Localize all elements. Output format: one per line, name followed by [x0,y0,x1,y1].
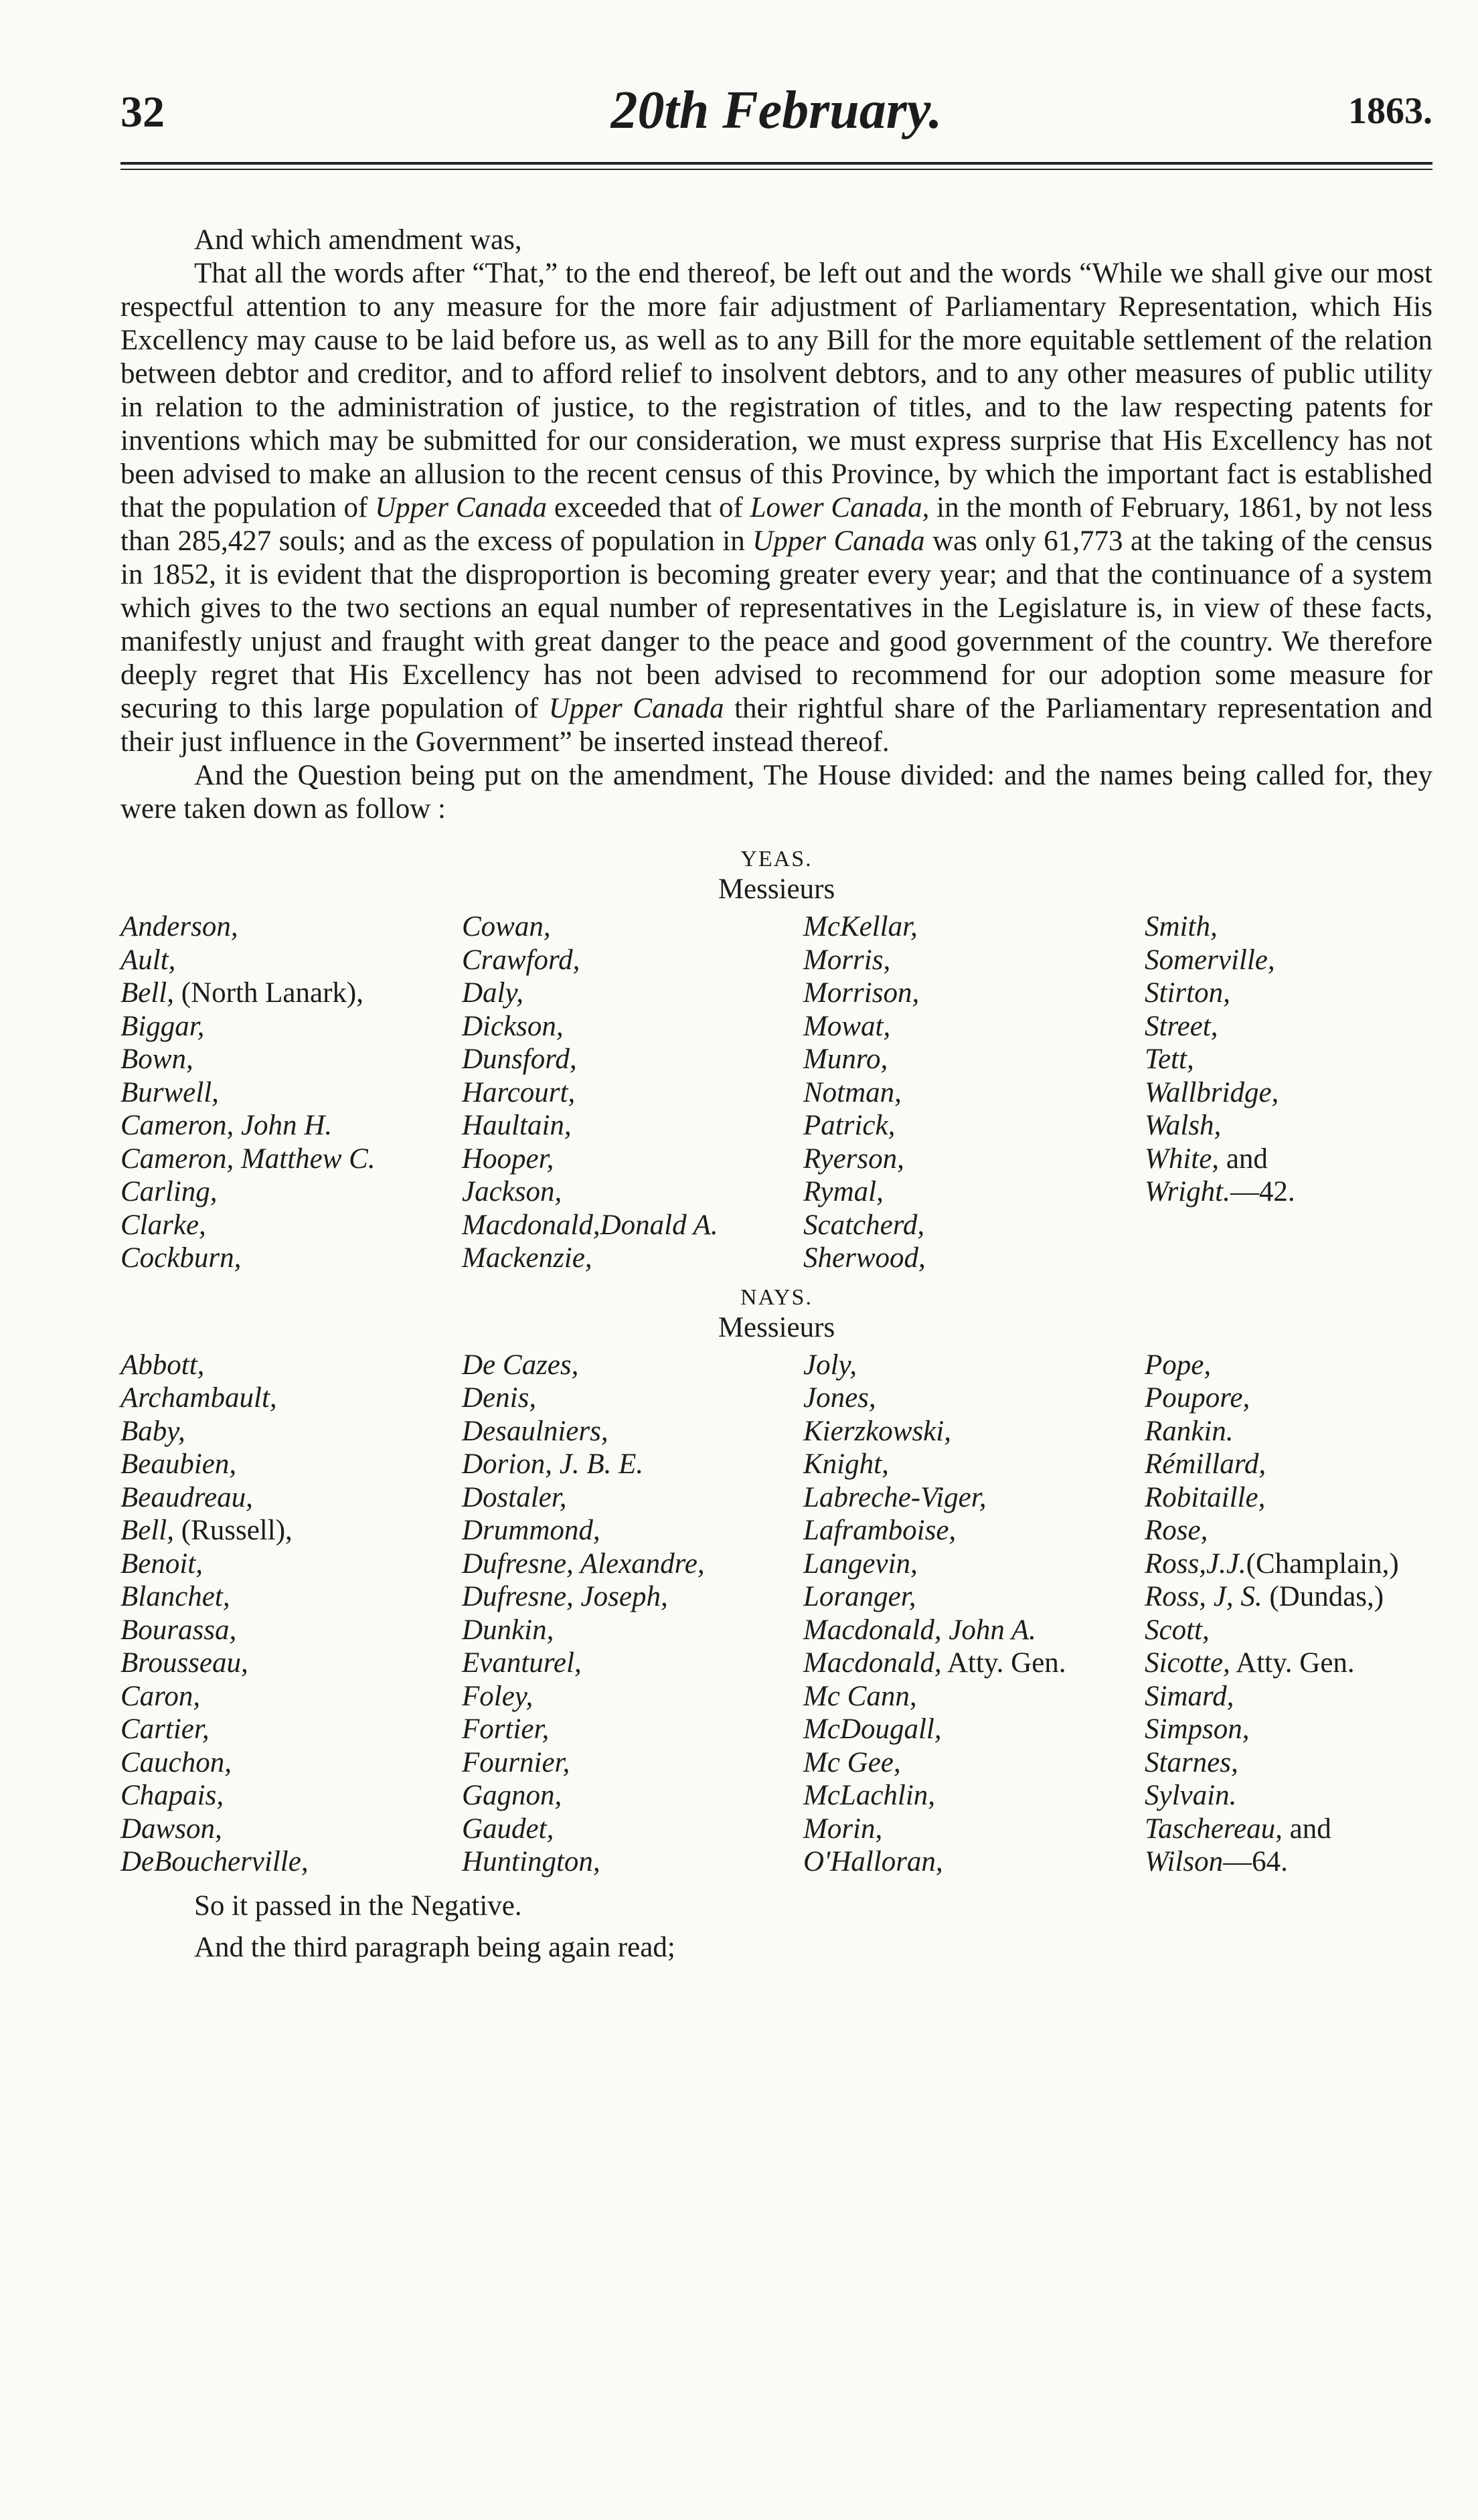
nays-name-cell [803,1580,1145,1614]
member-name: Cameron, Matthew C. [120,1143,376,1175]
nays-name-cell [803,1547,1145,1581]
yeas-name-cell [462,1076,803,1110]
nays-name-cell [120,1381,462,1415]
member-name: Sicotte, [1145,1647,1230,1679]
yeas-list [120,910,1432,1275]
member-name: Rankin. [1145,1415,1234,1447]
nays-name-cell [120,1614,462,1647]
member-name: O'Halloran, [803,1846,943,1877]
member-name: Drummond, [462,1515,600,1546]
amendment-text-segment: Lower Canada, [750,492,930,523]
member-name: Starnes, [1145,1746,1238,1778]
member-name: Gagnon, [462,1780,562,1811]
member-name: Ault, [120,944,176,976]
nays-name-cell [803,1647,1145,1680]
member-name: Wallbridge, [1145,1076,1279,1108]
nays-name-cell [462,1547,803,1581]
intro-line: And which amendment was, [194,224,522,256]
yeas-name-cell [120,1109,462,1143]
yeas-name-cell [120,910,462,944]
nays-name-cell [120,1746,462,1780]
nays-name-cell [462,1415,803,1448]
member-name: Foley, [462,1680,533,1712]
yeas-name-cell [120,1043,462,1076]
member-name: Rymal, [803,1176,884,1207]
yeas-name-cell [1145,910,1432,944]
nays-name-cell [462,1381,803,1415]
member-name: De Cazes, [462,1349,579,1381]
member-name: Ryerson, [803,1143,904,1175]
yeas-name-cell [803,1076,1145,1110]
yeas-name-cell [1145,1242,1432,1275]
page-title: 20th February. [610,81,942,140]
member-name: Simard, [1145,1680,1234,1712]
member-name: Mc Cann, [803,1680,917,1712]
member-name: Evanturel, [462,1647,582,1679]
nays-name-cell [462,1713,803,1746]
yeas-name-cell [1145,977,1432,1010]
yeas-name-cell [1145,1143,1432,1176]
member-name: Sherwood, [803,1242,926,1274]
page [120,80,1432,1968]
member-name: Baby, [120,1415,185,1447]
member-name: Harcourt, [462,1076,576,1108]
member-name: Scott, [1145,1614,1210,1646]
yeas-name-cell [1145,1010,1432,1043]
member-name: Bell, [120,977,174,1009]
member-name: Beaubien, [120,1448,237,1480]
member-name: Dickson, [462,1010,564,1042]
member-name: Morrison, [803,977,920,1009]
nays-name-cell [803,1746,1145,1780]
nays-name-cell [120,1845,462,1879]
member-name: Cameron, John H. [120,1110,333,1141]
member-name: Desaulniers, [462,1415,608,1447]
nays-name-cell [462,1614,803,1647]
member-name: and [1219,1143,1268,1175]
question-paragraph: And the Question being put on the amendment, The House divided: and the names being called for, they were taken down as follow : [120,760,1432,825]
member-name: Dostaler, [462,1481,567,1513]
member-name: Cowan, [462,911,551,942]
nays-name-cell [1145,1349,1432,1382]
member-name: Wilson [1145,1846,1224,1877]
member-name: Smith, [1145,911,1218,942]
amendment-paragraph [120,257,1432,759]
member-name: Archambault, [120,1382,277,1414]
yeas-name-cell [462,1109,803,1143]
yeas-name-cell [803,910,1145,944]
nays-name-cell [1145,1448,1432,1481]
yeas-name-cell [1145,1109,1432,1143]
yeas-name-cell [120,1175,462,1209]
nays-name-cell [803,1680,1145,1713]
nays-name-cell [120,1647,462,1680]
nays-name-cell [1145,1647,1432,1680]
member-name: McLachlin, [803,1780,936,1811]
member-name: Knight, [803,1448,889,1480]
member-name: Haultain, [462,1110,572,1141]
member-name: Labreche-Viger, [803,1481,987,1513]
amendment-text-segment: That all the words after “That,” to the end thereof, be left out and the words “While we shall give our most respectful attention to any measure for the more fair adjustment of Parliamentary Representation, which His Excellency may cause to be laid before us, as well as to any Bill for the more equitable settlement of the relation between debtor and creditor, and to afford relief to insolvent debtors, and to any other measures of public utility in relation to the administration of justice, to the registration of titles, and to the law respecting patents for inventions which may be submitted for our consideration, we must express surprise that His Excellency has not been advised to make an allusion to the recent census of this Province, by which the important fact is established that the population of [120,258,1432,523]
nays-name-cell [120,1813,462,1846]
member-name: Joly, [803,1349,857,1381]
yeas-name-cell [462,1242,803,1275]
member-name: Munro, [803,1043,888,1075]
nays-name-cell [120,1514,462,1547]
nays-name-cell [120,1547,462,1581]
nays-name-cell [1145,1481,1432,1515]
header-rule [120,162,1432,165]
yeas-name-cell [803,1109,1145,1143]
member-name: Walsh, [1145,1110,1222,1141]
nays-name-cell [1145,1381,1432,1415]
member-name: (Russell), [174,1515,293,1546]
yeas-name-cell [1145,944,1432,977]
yeas-name-cell [462,944,803,977]
amendment-text-segment: in the month of February, 1861, by not less than 285,427 souls; and as the excess of population in [120,492,1432,557]
nays-name-cell [120,1448,462,1481]
member-name: Wright. [1145,1176,1230,1207]
member-name: Patrick, [803,1110,896,1141]
member-name: DeBoucherville, [120,1846,309,1877]
amendment-text-segment: Upper Canada [752,525,925,557]
nays-subheading: Messieurs [718,1311,835,1343]
member-name: Burwell, [120,1076,219,1108]
member-name: Atty. Gen. [941,1647,1066,1679]
nays-name-cell [120,1779,462,1813]
member-name: Macdonald, John A. [803,1614,1036,1646]
amendment-text-segment: Upper Canada [548,693,724,724]
member-name: Robitaille, [1145,1481,1266,1513]
yeas-name-cell [462,1010,803,1043]
member-name: Mc Gee, [803,1746,901,1778]
member-name: Morin, [803,1813,883,1845]
member-name: (Champlain,) [1246,1547,1399,1580]
member-name: Clarke, [120,1209,206,1241]
member-name: Biggar, [120,1010,205,1042]
member-name: Crawford, [462,944,580,976]
member-name: Fortier, [462,1713,550,1745]
nays-name-cell [120,1415,462,1448]
member-name: (North Lanark), [174,977,363,1009]
nays-name-cell [803,1481,1145,1515]
yeas-name-cell [120,1010,462,1043]
nays-name-cell [803,1779,1145,1813]
member-name: Mackenzie, [462,1242,592,1274]
member-name: Tett, [1145,1043,1194,1075]
nays-name-cell [1145,1415,1432,1448]
yeas-name-cell [120,1242,462,1275]
member-name: Carling, [120,1176,218,1207]
member-name: Stirton, [1145,977,1230,1009]
yeas-name-cell [1145,1043,1432,1076]
member-name: Benoit, [120,1547,203,1580]
nays-name-cell [120,1680,462,1713]
member-name: and [1282,1813,1331,1845]
yeas-name-cell [462,1143,803,1176]
member-name: Dawson, [120,1813,222,1845]
yeas-name-cell [1145,1209,1432,1242]
member-name: Gaudet, [462,1813,554,1845]
member-name: Ross,J.J. [1145,1547,1246,1580]
nays-name-cell [1145,1547,1432,1581]
nays-heading: NAYS. [740,1284,813,1310]
nays-name-cell [462,1647,803,1680]
nays-name-cell [462,1845,803,1879]
yeas-name-cell [120,1076,462,1110]
yeas-name-cell [803,1209,1145,1242]
closing-section [120,1885,1432,1968]
yeas-name-cell [803,1143,1145,1176]
nays-name-cell [803,1349,1145,1382]
member-name: Atty. Gen. [1230,1647,1355,1679]
document-body [120,224,1432,826]
nays-name-cell [803,1614,1145,1647]
member-name: Rémillard, [1145,1448,1266,1480]
member-name: Langevin, [803,1547,918,1580]
yeas-name-cell [803,1242,1145,1275]
closing-line-2: And the third paragraph being again read; [194,1931,675,1963]
member-name: Caron, [120,1680,201,1712]
amendment-text-segment: exceeded that of [547,492,750,523]
nays-name-cell [1145,1580,1432,1614]
nays-name-cell [1145,1713,1432,1746]
member-name: Bourassa, [120,1614,237,1646]
nays-name-cell [1145,1680,1432,1713]
member-name: Huntington, [462,1846,600,1877]
member-name: Chapais, [120,1780,224,1811]
member-name: Hooper, [462,1143,554,1175]
member-name: Sylvain. [1145,1780,1237,1811]
page-number: 32 [120,88,165,137]
member-name: Jones, [803,1382,876,1414]
nays-name-cell [1145,1845,1432,1879]
yeas-name-cell [462,1209,803,1242]
member-name: —64. [1223,1846,1288,1877]
member-name: Macdonald,Donald A. [462,1209,718,1241]
yeas-heading: YEAS. [740,847,813,871]
yeas-name-cell [462,910,803,944]
nays-name-cell [803,1514,1145,1547]
yeas-name-cell [1145,1175,1432,1209]
member-name: Jackson, [462,1176,562,1207]
nays-name-cell [120,1713,462,1746]
member-name: Ross, J, S. [1145,1581,1262,1612]
nays-name-cell [120,1580,462,1614]
nays-name-cell [1145,1614,1432,1647]
member-name: Dufresne, Alexandre, [462,1547,705,1580]
member-name: Cauchon, [120,1746,232,1778]
yeas-name-cell [803,1043,1145,1076]
member-name: Mowat, [803,1010,891,1042]
nays-name-cell [803,1415,1145,1448]
member-name: Dunsford, [462,1043,577,1075]
yeas-name-cell [462,1043,803,1076]
member-name: Beaudreau, [120,1481,253,1513]
amendment-text-segment: Upper Canada [375,492,548,523]
nays-name-cell [462,1514,803,1547]
nays-list [120,1349,1432,1879]
member-name: (Dundas,) [1262,1581,1384,1612]
member-name: Somerville, [1145,944,1275,976]
yeas-name-cell [120,977,462,1010]
member-name: White, [1145,1143,1220,1175]
closing-line-1: So it passed in the Negative. [194,1889,522,1922]
nays-name-cell [1145,1813,1432,1846]
nays-name-cell [462,1580,803,1614]
member-name: Dorion, J. B. E. [462,1448,644,1480]
yeas-name-cell [803,1175,1145,1209]
yeas-name-cell [803,1010,1145,1043]
member-name: Bown, [120,1043,193,1075]
nays-name-cell [1145,1746,1432,1780]
member-name: Simpson, [1145,1713,1250,1745]
member-name: Poupore, [1145,1382,1250,1414]
amendment-text-segment: was only 61,773 at the taking of the census in 1852, it is evident that the disproportion is becoming greater every year; and that the continuance of a system which gives to the two sections an equal number of representatives in the Legislature is, in view of these facts, manifestly unjust and fraught with great danger to the peace and good government of the country. We therefore deeply regret that His Excellency has not been advised to recommend for our adoption some measure for securing to this large population of [120,525,1433,724]
header-rule-thin [120,169,1432,170]
nays-name-cell [803,1813,1145,1846]
yeas-name-cell [803,944,1145,977]
member-name: Scatcherd, [803,1209,925,1241]
nays-name-cell [462,1779,803,1813]
nays-name-cell [462,1813,803,1846]
member-name: McDougall, [803,1713,942,1745]
yeas-name-cell [120,1209,462,1242]
nays-name-cell [462,1680,803,1713]
yeas-name-cell [120,944,462,977]
nays-name-cell [462,1349,803,1382]
yeas-name-cell [462,977,803,1010]
member-name: Macdonald, [803,1647,942,1679]
nays-name-cell [803,1845,1145,1879]
member-name: Dufresne, Joseph, [462,1581,668,1612]
nays-name-cell [1145,1514,1432,1547]
member-name: Anderson, [120,911,238,942]
nays-name-cell [803,1381,1145,1415]
member-name: Kierzkowski, [803,1415,951,1447]
amendment-text-segment: their rightful share of the Parliamentary representation and their just influence in the Government” be inserted instead thereof. [120,693,1432,758]
nays-name-cell [803,1713,1145,1746]
nays-name-cell [462,1481,803,1515]
page-header [120,80,1432,141]
member-name: Notman, [803,1076,902,1108]
member-name: Dunkin, [462,1614,554,1646]
member-name: Daly, [462,977,523,1009]
member-name: Blanchet, [120,1581,230,1612]
yeas-name-cell [120,1143,462,1176]
member-name: —42. [1230,1176,1295,1207]
yeas-name-cell [462,1175,803,1209]
member-name: Rose, [1145,1515,1208,1546]
member-name: McKellar, [803,911,918,942]
nays-name-cell [462,1448,803,1481]
member-name: Loranger, [803,1581,916,1612]
member-name: Cartier, [120,1713,210,1745]
member-name: Pope, [1145,1349,1212,1381]
member-name: Cockburn, [120,1242,242,1274]
nays-name-cell [462,1746,803,1780]
member-name: Bell, [120,1515,174,1546]
nays-name-cell [120,1481,462,1515]
member-name: Taschereau, [1145,1813,1283,1845]
yeas-name-cell [1145,1076,1432,1110]
member-name: Denis, [462,1382,537,1414]
page-year: 1863. [1348,90,1432,132]
nays-name-cell [120,1349,462,1382]
member-name: Fournier, [462,1746,570,1778]
yeas-subheading: Messieurs [718,873,835,905]
member-name: Street, [1145,1010,1218,1042]
nays-name-cell [803,1448,1145,1481]
member-name: Morris, [803,944,891,976]
nays-name-cell [1145,1779,1432,1813]
yeas-name-cell [803,977,1145,1010]
member-name: Laframboise, [803,1515,957,1546]
member-name: Abbott, [120,1349,205,1381]
member-name: Brousseau, [120,1647,248,1679]
